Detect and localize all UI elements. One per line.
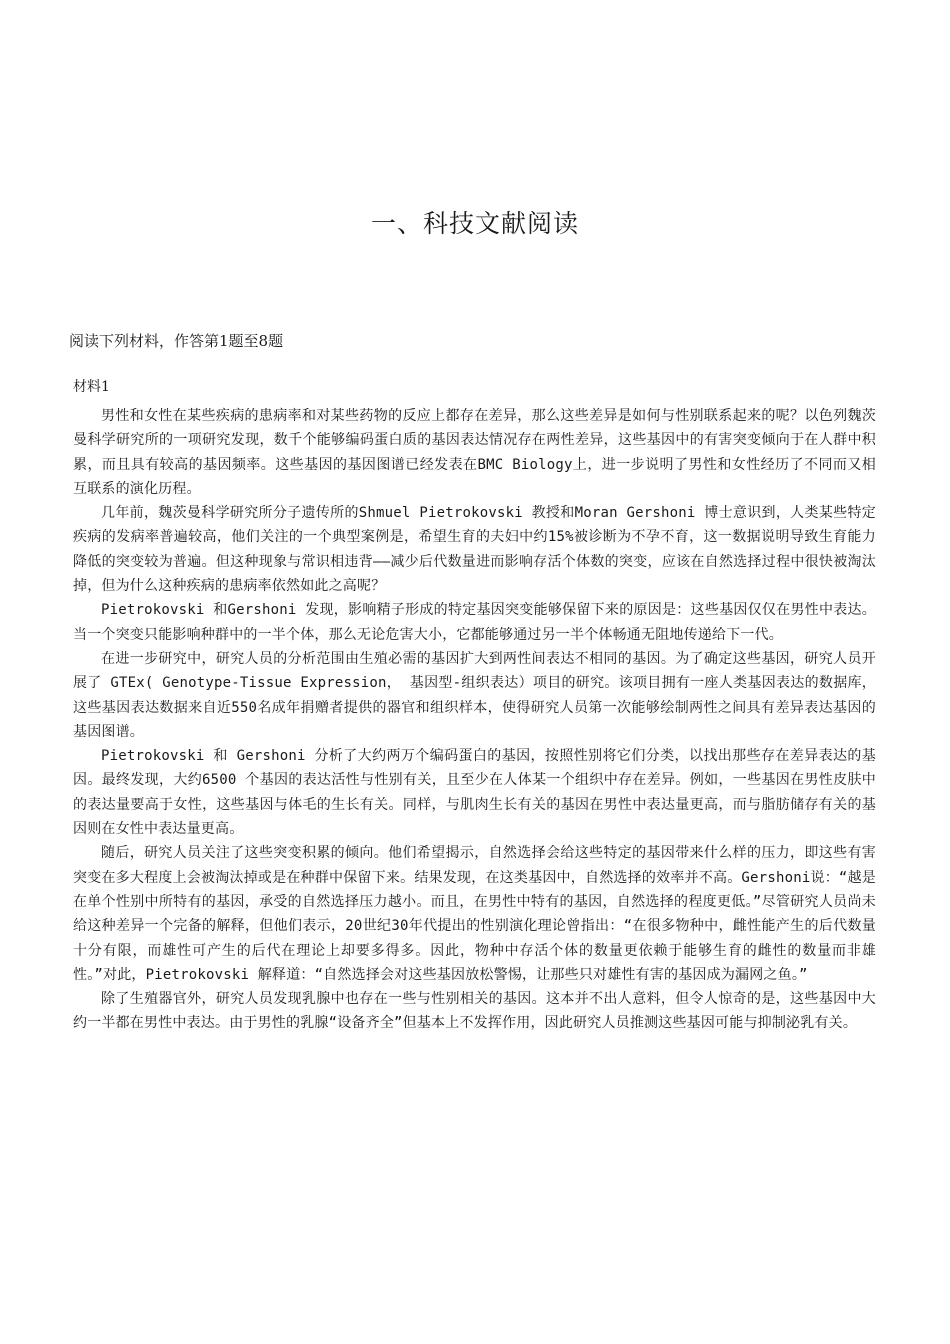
material-body: [73, 404, 876, 1036]
page-title: 一、科技文献阅读: [370, 209, 579, 238]
paragraph: 随后，研究人员关注了这些突变积累的倾向。他们希望揭示，自然选择会给这些特定的基因带来什么样的压力，即这些有害突变在多大程度上会被淘汰掉或是在种群中保留下来。结果发现，在这类基因中，自然选择的效率并不高。Gershoni说：“越是在单个性别中所特有的基因，承受的自然选择压力越小。而且，在男性中特有的基因，自然选择的程度更低。”尽管研究人员尚未给这种差异一个完备的解释，但他们表示，20世纪30年代提出的性别演化理论曾指出：“在很多物种中，雌性能产生的后代数量十分有限，而雄性可产生的后代在理论上却要多得多。因此，物种中存活个体的数量更依赖于能够生育的雌性的数量而非雄性。”对此，Pietrokovski 解释道：“自然选择会对这些基因放松警惕，让那些只对雄性有害的基因成为漏网之鱼。”: [73, 845, 876, 983]
instruction-text: 阅读下列材料，作答第1题至8题: [69, 332, 284, 350]
paragraph: 男性和女性在某些疾病的患病率和对某些药物的反应上都存在差异，那么这些差异是如何与性别联系起来的呢？以色列魏茨曼科学研究所的一项研究发现，数千个能够编码蛋白质的基因表达情况存在两性差异，这些基因中的有害突变倾向于在人群中积累，而且具有较高的基因频率。这些基因的基因图谱已经发表在BMC Biology上，进一步说明了男性和女性经历了不同而又相互联系的演化历程。: [73, 408, 876, 497]
paragraph: 在进一步研究中，研究人员的分析范围由生殖必需的基因扩大到两性间表达不相同的基因。为了确定这些基因，研究人员开展了 GTEx( Genotype-Tissue Expression， 基因型-组织表达）项目的研究。该项目拥有一座人类基因表达的数据库，这些基因表达数据来自近550名成年捐赠者提供的器官和组织样本，使得研究人员第一次能够绘制两性之间具有差异表达基因的基因图谱。: [73, 650, 876, 740]
paragraph: Pietrokovski 和 Gershoni 分析了大约两万个编码蛋白的基因，按照性别将它们分类，以找出那些存在差异表达的基因。最终发现，大约6500 个基因的表达活性与性别有关，且至少在人体某一个组织中存在差异。例如，一些基因在男性皮肤中的表达量要高于女性，这些基因与体毛的生长有关。同样，与肌肉生长有关的基因在男性中表达量更高，而与脂肪储存有关的基因则在女性中表达量更高。: [73, 748, 876, 838]
paragraph: 几年前，魏茨曼科学研究所分子遗传所的Shmuel Pietrokovski 教授和Moran Gershoni 博士意识到，人类某些特定疾病的发病率普遍较高，他们关注的一个典型案例是，希望生育的夫妇中约15%被诊断为不孕不育，这一数据说明导致生育能力降低的突变较为普遍。但这种现象与常识相违背——减少后代数量进而影响存活个体数的突变，应该在自然选择过程中很快被淘汰掉，但为什么这种疾病的患病率依然如此之高呢？: [73, 505, 876, 595]
material-label: 材料1: [73, 379, 110, 395]
paragraph: 除了生殖器官外，研究人员发现乳腺中也存在一些与性别相关的基因。这本并不出人意料，但令人惊奇的是，这些基因中大约一半都在男性中表达。由于男性的乳腺“设备齐全”但基本上不发挥作用，因此研究人员推测这些基因可能与抑制泌乳有关。: [73, 991, 876, 1032]
paragraph: Pietrokovski 和Gershoni 发现，影响精子形成的特定基因突变能够保留下来的原因是：这些基因仅仅在男性中表达。当一个突变只能影响种群中的一半个体，那么无论危害大小，它都能够通过另一半个体畅通无阻地传递给下一代。: [73, 602, 876, 643]
